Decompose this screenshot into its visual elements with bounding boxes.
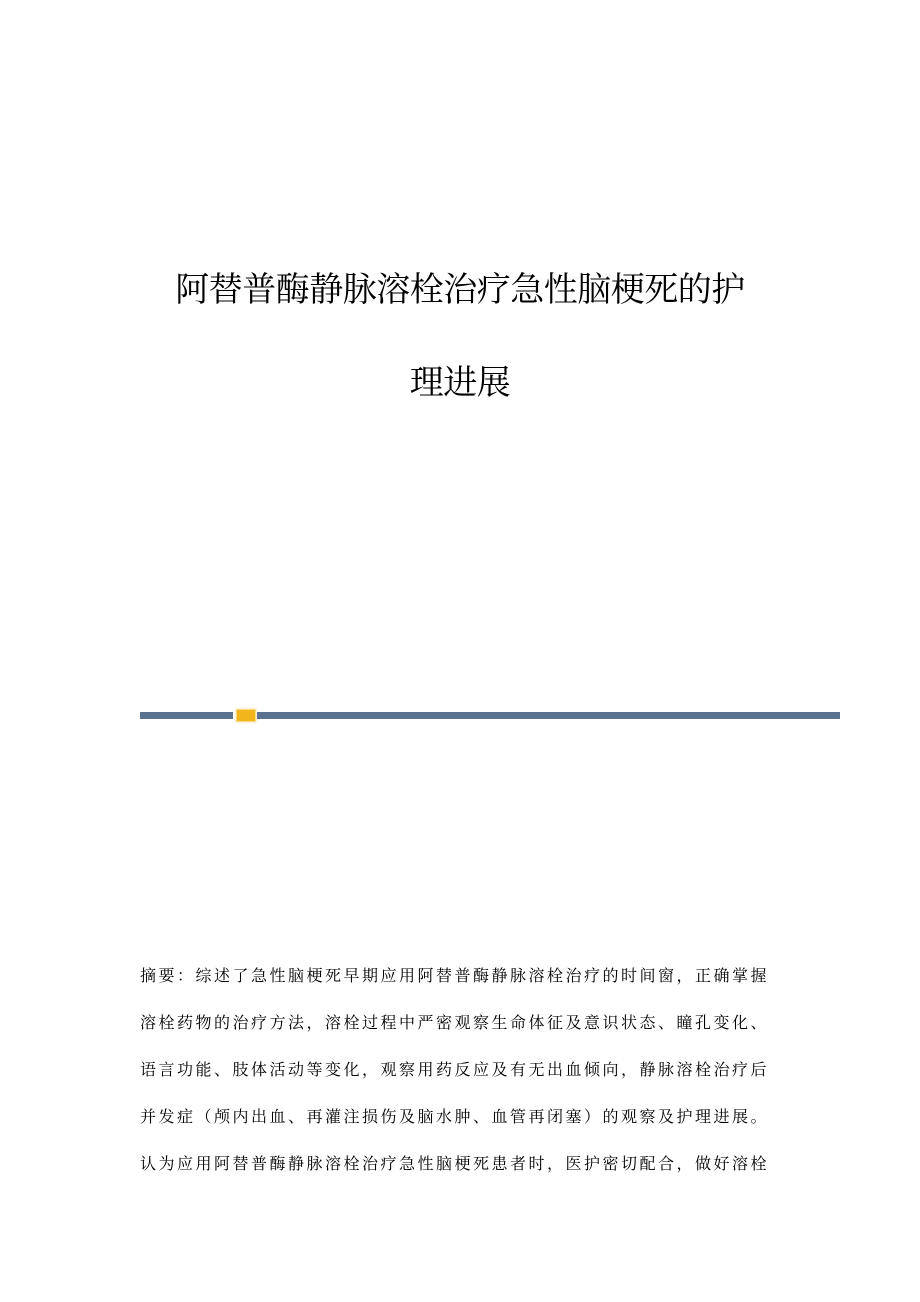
- abstract-line: 并发症（颅内出血、再灌注损伤及脑水肿、血管再闭塞）的观察及护理进展。: [140, 1107, 770, 1126]
- document-title-line-2: 理进展: [409, 363, 511, 403]
- document-title-line-1: 阿替普酶静脉溶栓治疗急性脑梗死的护: [175, 270, 745, 310]
- ornament-icon: [236, 709, 256, 722]
- abstract-line: 溶栓药物的治疗方法，溶栓过程中严密观察生命体征及意识状态、瞳孔变化、: [140, 1013, 770, 1032]
- abstract-line: 语言功能、肢体活动等变化，观察用药反应及有无出血倾向，静脉溶栓治疗后: [140, 1060, 770, 1079]
- abstract-line: 摘要：综述了急性脑梗死早期应用阿替普酶静脉溶栓治疗的时间窗，正确掌握: [140, 966, 770, 985]
- divider-bar-right: [257, 712, 840, 719]
- divider-bar-left: [140, 712, 233, 719]
- abstract: [140, 952, 790, 1187]
- abstract-line: 认为应用阿替普酶静脉溶栓治疗急性脑梗死患者时，医护密切配合，做好溶栓: [140, 1154, 770, 1173]
